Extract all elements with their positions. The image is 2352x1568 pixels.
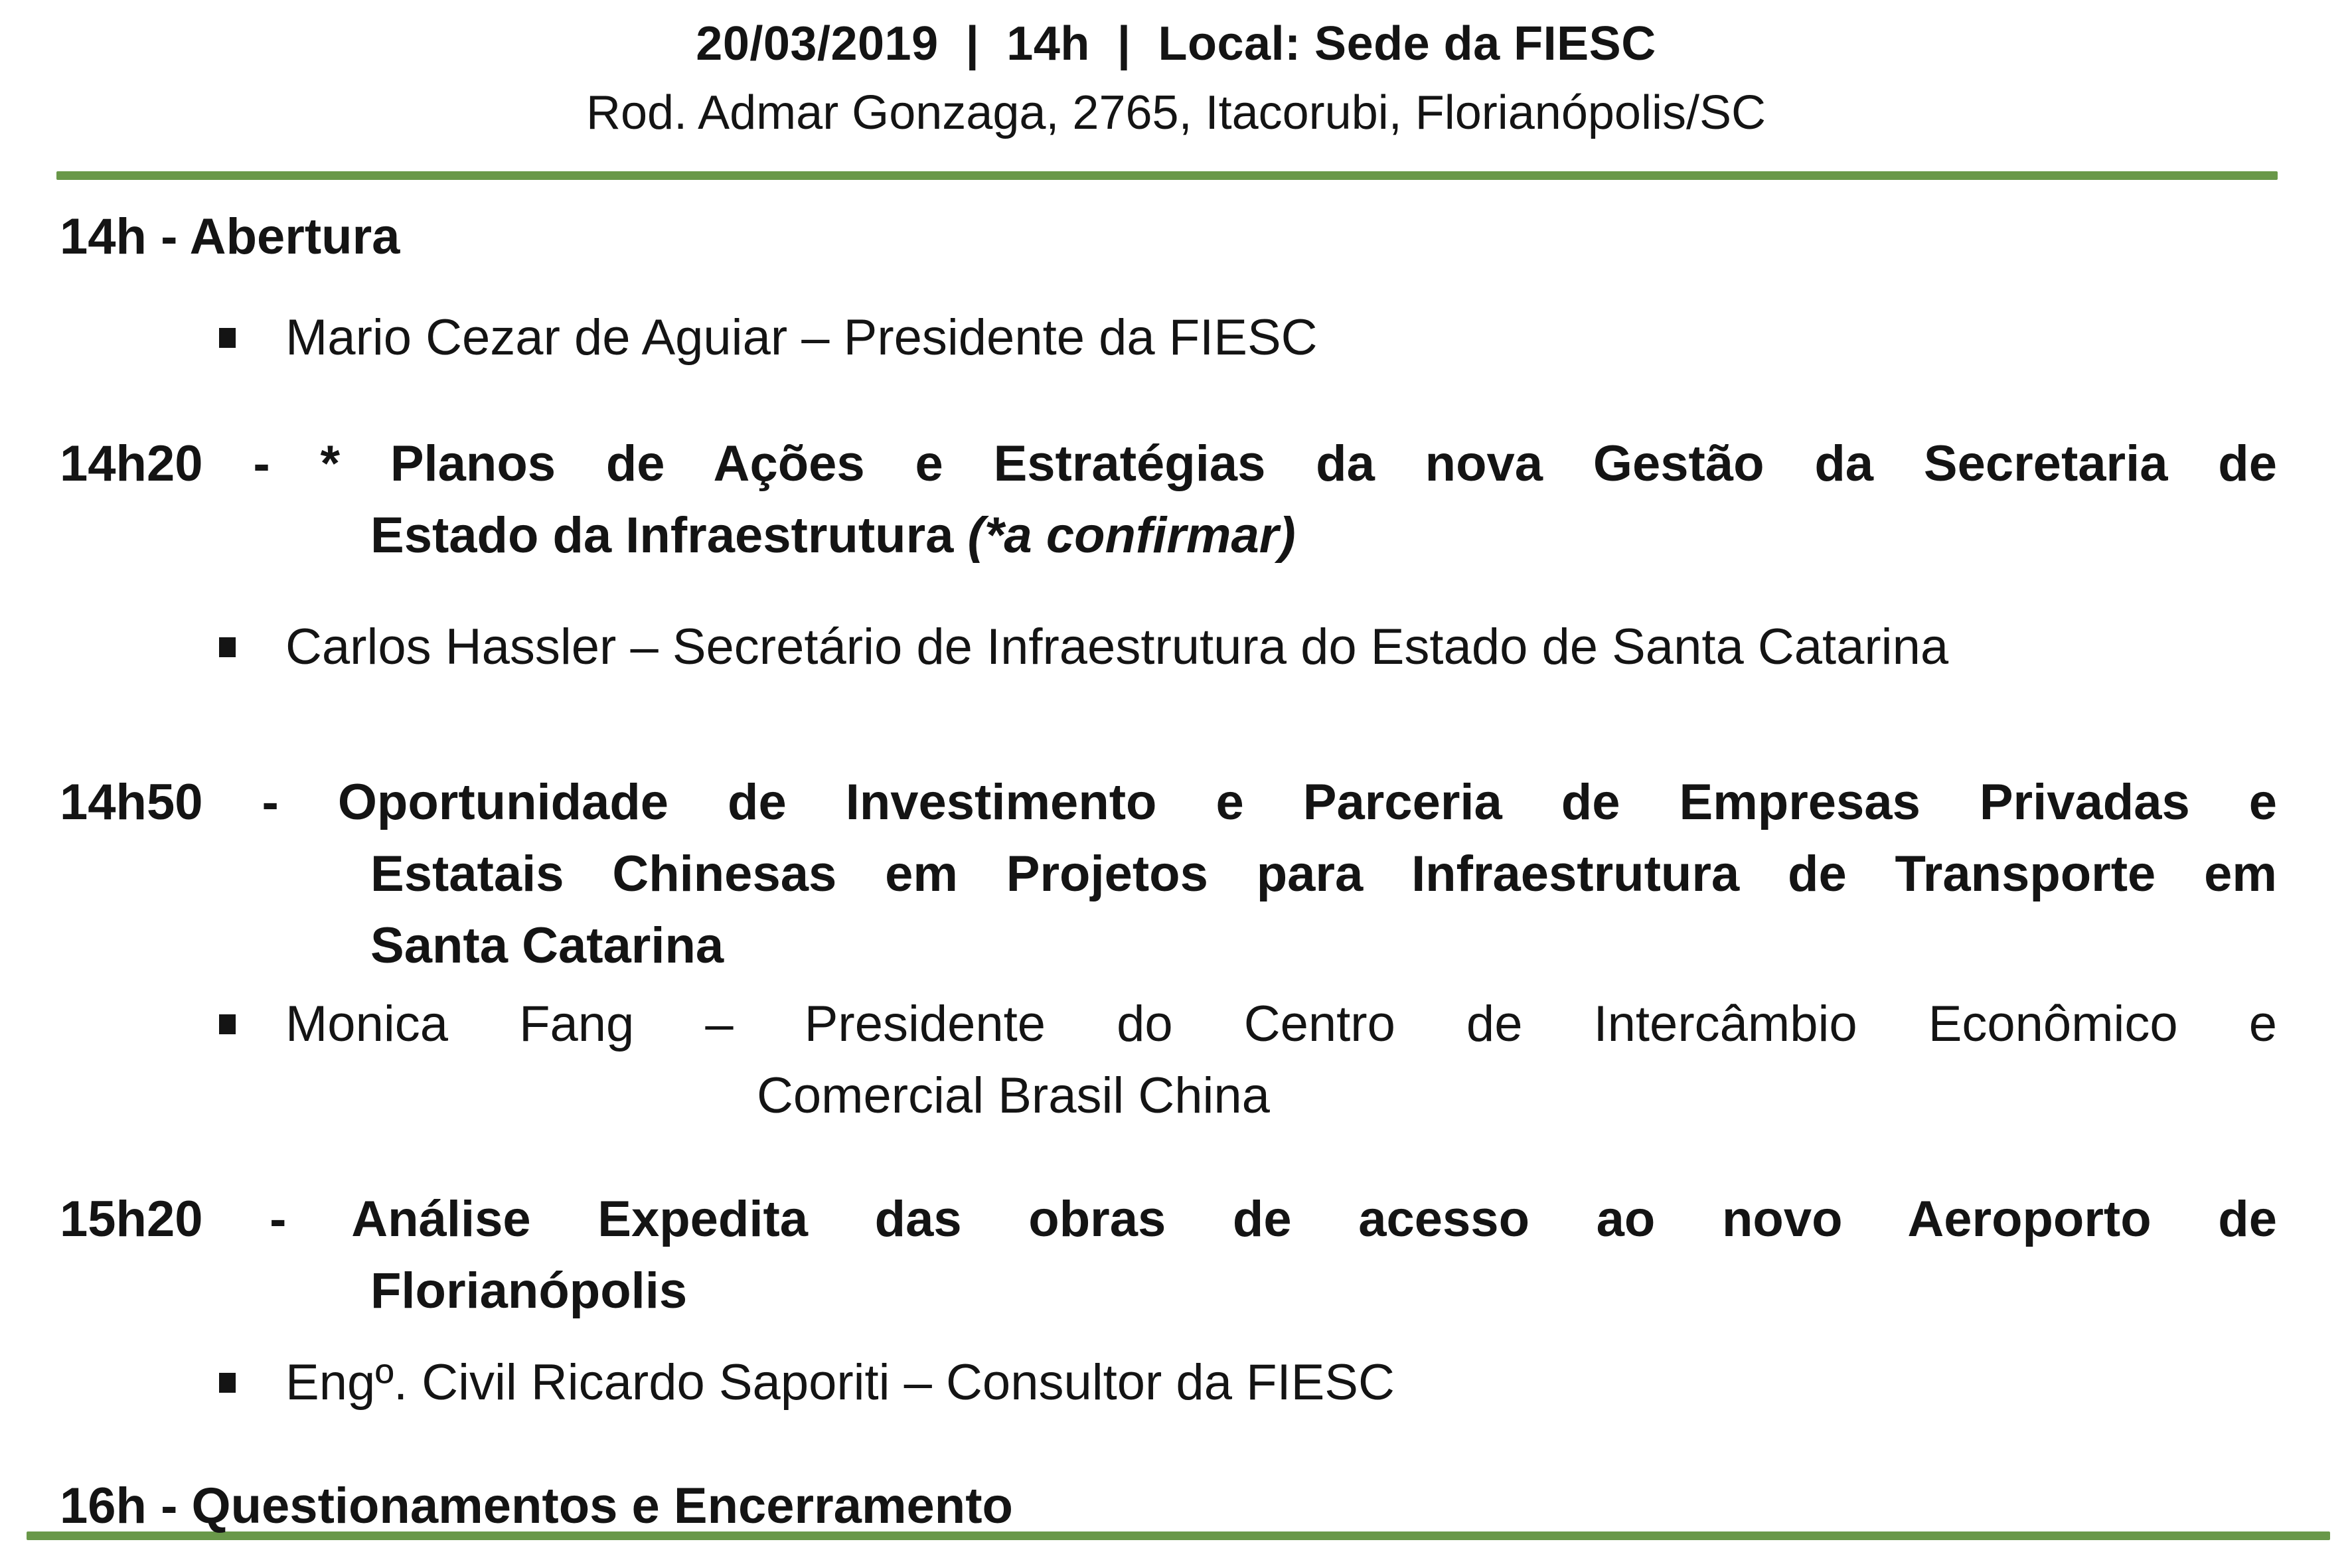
speaker-name-role: Mario Cezar de Aguiar – Presidente da FIESC (285, 309, 1318, 366)
document-header (0, 0, 2352, 147)
agenda-item-15h20 (0, 1184, 2352, 1327)
title-line2-text: Estado da Infraestrutura (370, 507, 954, 564)
square-bullet-icon (219, 637, 236, 657)
agenda-item-14h50-title-line1: 14h50 - Oportunidade de Investimento e Parceria de Empresas Privadas e (60, 774, 2277, 830)
speaker-item-ricardo (0, 1347, 2352, 1419)
square-bullet-icon (219, 1014, 236, 1034)
speaker-text (236, 611, 2277, 683)
agenda-item-14h50 (0, 767, 2352, 982)
agenda-item-15h20-title-line2: Florianópolis (370, 1263, 688, 1319)
speaker-item-carlos (0, 611, 2352, 683)
to-confirm-note: (*a confirmar) (967, 507, 1296, 564)
agenda-item-15h20-title-line1: 15h20 - Análise Expedita das obras de acesso ao novo Aeroporto de (60, 1191, 2277, 1247)
agenda-item-16h-title: 16h - Questionamentos e Encerramento (60, 1478, 1013, 1534)
agenda-item-14h50-title-line2: Estatais Chinesas em Projetos para Infraestrutura de Transporte em (370, 846, 2277, 902)
event-address: Rod. Admar Gonzaga, 2765, Itacorubi, Florianópolis/SC (586, 86, 1766, 139)
speaker-text (236, 1347, 2277, 1419)
agenda-item-14h50-title-line3: Santa Catarina (370, 917, 724, 974)
event-date-time-location: 20/03/2019 | 14h | Local: Sede da FIESC (696, 17, 1656, 70)
speaker-name-role-line2: Comercial Brasil China (757, 1067, 1270, 1124)
agenda-item-14h20-title-line1: 14h20 - * Planos de Ações e Estratégias da nova Gestão da Secretaria de (60, 435, 2277, 492)
speaker-text (236, 988, 2277, 1132)
speaker-item-monica (0, 988, 2352, 1132)
speaker-text (236, 302, 2277, 374)
square-bullet-icon (219, 1373, 236, 1393)
speaker-name-role-line1: Monica Fang – Presidente do Centro de Intercâmbio Econômico e (285, 996, 2277, 1052)
speaker-name-role: Engº. Civil Ricardo Saporiti – Consultor da FIESC (285, 1354, 1395, 1411)
agenda-item-14h20-title-line2 (60, 500, 2277, 572)
agenda-item-14h (0, 201, 2352, 273)
top-divider-line (56, 171, 2278, 180)
square-bullet-icon (219, 328, 236, 348)
agenda-item-14h-title: 14h - Abertura (60, 208, 400, 265)
speaker-name-role: Carlos Hassler – Secretário de Infraestrutura do Estado de Santa Catarina (285, 619, 1949, 675)
speaker-item-mario (0, 302, 2352, 374)
agenda-item-14h20 (0, 428, 2352, 572)
